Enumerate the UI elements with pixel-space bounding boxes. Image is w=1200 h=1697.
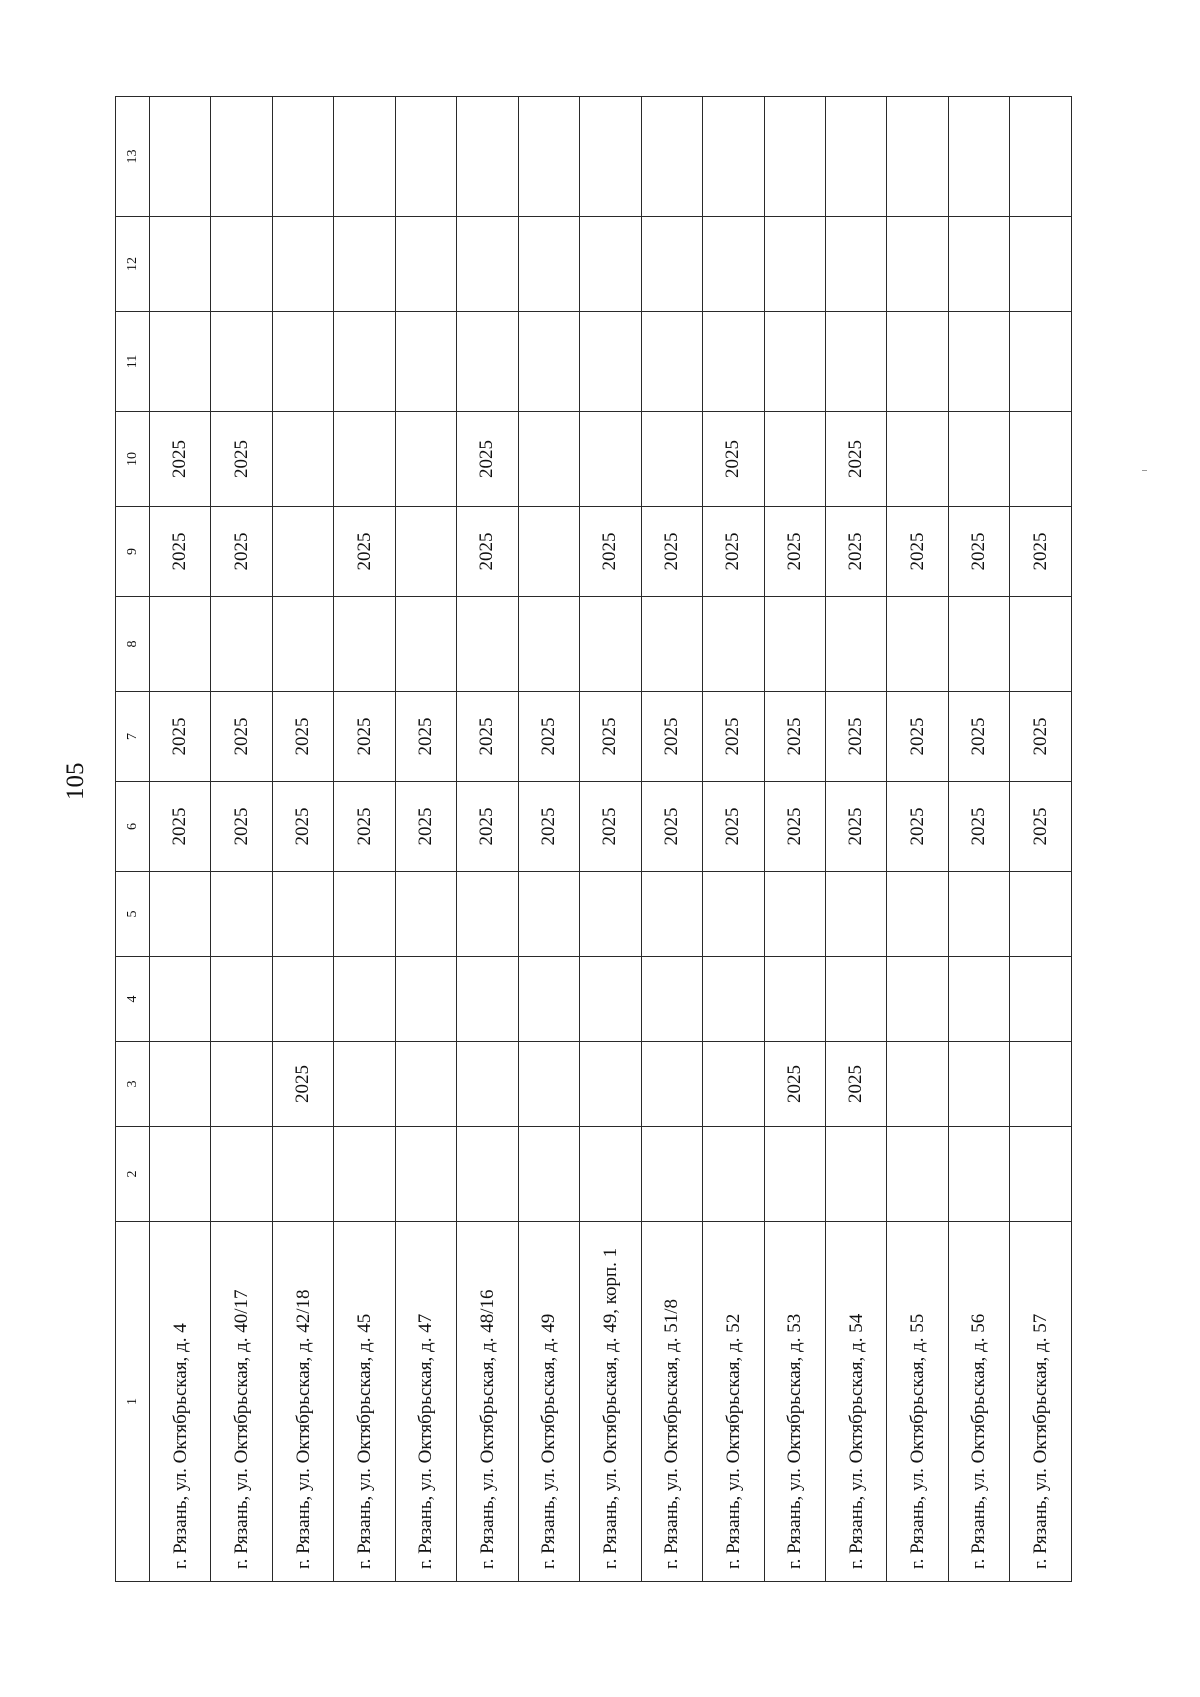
year-cell xyxy=(150,872,211,957)
year-cell xyxy=(703,872,764,957)
table-row xyxy=(211,97,272,1582)
year-cell: 2025 xyxy=(887,692,948,782)
year-cell xyxy=(580,1127,641,1222)
year-cell xyxy=(518,957,579,1042)
table-body xyxy=(150,97,1072,1582)
year-cell: 2025 xyxy=(457,782,518,872)
table-row xyxy=(641,97,702,1582)
year-cell xyxy=(211,1042,272,1127)
year-cell xyxy=(1010,217,1072,312)
year-cell xyxy=(457,597,518,692)
year-cell xyxy=(1010,412,1072,507)
year-cell xyxy=(518,217,579,312)
year-cell xyxy=(518,1042,579,1127)
address-cell: г. Рязань, ул. Октябрьская, д. 42/18 xyxy=(272,1222,333,1582)
year-cell: 2025 xyxy=(703,507,764,597)
year-cell xyxy=(887,312,948,412)
column-header-8: 8 xyxy=(116,597,150,692)
year-cell xyxy=(887,1042,948,1127)
year-cell: 2025 xyxy=(150,507,211,597)
year-cell: 2025 xyxy=(395,692,456,782)
year-cell xyxy=(825,597,886,692)
year-cell xyxy=(580,217,641,312)
year-cell xyxy=(518,1127,579,1222)
year-cell: 2025 xyxy=(211,412,272,507)
schedule-table xyxy=(115,96,1072,1582)
year-cell xyxy=(457,1127,518,1222)
year-cell xyxy=(1010,312,1072,412)
year-cell xyxy=(334,957,395,1042)
year-cell xyxy=(703,597,764,692)
table-row xyxy=(272,97,333,1582)
year-cell: 2025 xyxy=(334,692,395,782)
year-cell: 2025 xyxy=(272,782,333,872)
year-cell: 2025 xyxy=(272,1042,333,1127)
year-cell: 2025 xyxy=(580,507,641,597)
header-row xyxy=(116,97,150,1582)
year-cell xyxy=(518,312,579,412)
year-cell xyxy=(334,97,395,217)
year-cell: 2025 xyxy=(150,412,211,507)
column-header-10: 10 xyxy=(116,412,150,507)
year-cell xyxy=(1010,1042,1072,1127)
table-row xyxy=(334,97,395,1582)
year-cell xyxy=(764,872,825,957)
address-cell: г. Рязань, ул. Октябрьская, д. 57 xyxy=(1010,1222,1072,1582)
address-cell: г. Рязань, ул. Октябрьская, д. 4 xyxy=(150,1222,211,1582)
year-cell xyxy=(703,1042,764,1127)
year-cell: 2025 xyxy=(703,412,764,507)
address-cell: г. Рязань, ул. Октябрьская, д. 56 xyxy=(948,1222,1009,1582)
year-cell xyxy=(1010,1127,1072,1222)
year-cell xyxy=(457,1042,518,1127)
address-cell: г. Рязань, ул. Октябрьская, д. 49, корп. 1 xyxy=(580,1222,641,1582)
address-cell: г. Рязань, ул. Октябрьская, д. 55 xyxy=(887,1222,948,1582)
year-cell xyxy=(457,312,518,412)
year-cell xyxy=(764,1127,825,1222)
table-row xyxy=(887,97,948,1582)
column-header-6: 6 xyxy=(116,782,150,872)
address-cell: г. Рязань, ул. Октябрьская, д. 45 xyxy=(334,1222,395,1582)
address-cell: г. Рязань, ул. Октябрьская, д. 48/16 xyxy=(457,1222,518,1582)
scan-mark xyxy=(1142,470,1147,471)
year-cell: 2025 xyxy=(764,1042,825,1127)
year-cell: 2025 xyxy=(457,412,518,507)
year-cell xyxy=(948,217,1009,312)
year-cell xyxy=(211,597,272,692)
year-cell xyxy=(334,1042,395,1127)
year-cell xyxy=(211,1127,272,1222)
year-cell xyxy=(825,97,886,217)
year-cell: 2025 xyxy=(150,692,211,782)
year-cell xyxy=(395,312,456,412)
year-cell xyxy=(272,312,333,412)
year-cell: 2025 xyxy=(211,692,272,782)
year-cell xyxy=(887,97,948,217)
year-cell: 2025 xyxy=(825,507,886,597)
year-cell xyxy=(457,957,518,1042)
year-cell xyxy=(580,412,641,507)
year-cell: 2025 xyxy=(334,507,395,597)
year-cell: 2025 xyxy=(887,507,948,597)
year-cell: 2025 xyxy=(825,1042,886,1127)
year-cell xyxy=(395,217,456,312)
year-cell xyxy=(764,97,825,217)
year-cell: 2025 xyxy=(887,782,948,872)
year-cell xyxy=(334,872,395,957)
year-cell xyxy=(395,507,456,597)
year-cell xyxy=(518,597,579,692)
year-cell xyxy=(764,312,825,412)
column-header-3: 3 xyxy=(116,1042,150,1127)
address-cell: г. Рязань, ул. Октябрьская, д. 51/8 xyxy=(641,1222,702,1582)
table-row xyxy=(150,97,211,1582)
year-cell: 2025 xyxy=(703,782,764,872)
column-header-2: 2 xyxy=(116,1127,150,1222)
year-cell xyxy=(948,97,1009,217)
year-cell xyxy=(518,507,579,597)
year-cell xyxy=(703,97,764,217)
table-row xyxy=(395,97,456,1582)
year-cell xyxy=(334,217,395,312)
year-cell: 2025 xyxy=(395,782,456,872)
year-cell: 2025 xyxy=(211,782,272,872)
address-cell: г. Рязань, ул. Октябрьская, д. 54 xyxy=(825,1222,886,1582)
table-row xyxy=(1010,97,1072,1582)
year-cell xyxy=(211,97,272,217)
year-cell xyxy=(211,872,272,957)
year-cell xyxy=(764,597,825,692)
year-cell xyxy=(641,1042,702,1127)
year-cell xyxy=(580,597,641,692)
year-cell xyxy=(1010,872,1072,957)
year-cell xyxy=(703,1127,764,1222)
table-row xyxy=(580,97,641,1582)
year-cell xyxy=(641,872,702,957)
year-cell xyxy=(150,597,211,692)
year-cell: 2025 xyxy=(150,782,211,872)
year-cell: 2025 xyxy=(764,782,825,872)
year-cell: 2025 xyxy=(580,782,641,872)
year-cell xyxy=(887,217,948,312)
address-cell: г. Рязань, ул. Октябрьская, д. 49 xyxy=(518,1222,579,1582)
column-header-11: 11 xyxy=(116,312,150,412)
address-cell: г. Рязань, ул. Октябрьская, д. 53 xyxy=(764,1222,825,1582)
year-cell xyxy=(272,597,333,692)
column-header-12: 12 xyxy=(116,217,150,312)
table-row xyxy=(703,97,764,1582)
year-cell xyxy=(580,957,641,1042)
year-cell: 2025 xyxy=(334,782,395,872)
year-cell xyxy=(395,1042,456,1127)
year-cell xyxy=(518,872,579,957)
year-cell xyxy=(272,412,333,507)
year-cell xyxy=(764,957,825,1042)
year-cell xyxy=(703,312,764,412)
year-cell: 2025 xyxy=(1010,507,1072,597)
year-cell xyxy=(395,597,456,692)
year-cell xyxy=(580,312,641,412)
table-row xyxy=(457,97,518,1582)
year-cell xyxy=(272,957,333,1042)
year-cell xyxy=(948,412,1009,507)
year-cell xyxy=(641,97,702,217)
year-cell: 2025 xyxy=(641,507,702,597)
year-cell xyxy=(948,1042,1009,1127)
year-cell xyxy=(272,507,333,597)
year-cell xyxy=(395,1127,456,1222)
year-cell xyxy=(641,312,702,412)
year-cell: 2025 xyxy=(825,692,886,782)
address-cell: г. Рязань, ул. Октябрьская, д. 40/17 xyxy=(211,1222,272,1582)
year-cell xyxy=(948,872,1009,957)
column-header-7: 7 xyxy=(116,692,150,782)
year-cell xyxy=(825,1127,886,1222)
year-cell: 2025 xyxy=(1010,692,1072,782)
year-cell: 2025 xyxy=(580,692,641,782)
year-cell xyxy=(887,957,948,1042)
year-cell: 2025 xyxy=(764,692,825,782)
year-cell: 2025 xyxy=(457,507,518,597)
column-header-9: 9 xyxy=(116,507,150,597)
year-cell xyxy=(457,872,518,957)
year-cell xyxy=(150,217,211,312)
year-cell: 2025 xyxy=(641,692,702,782)
year-cell xyxy=(518,412,579,507)
year-cell xyxy=(272,97,333,217)
year-cell xyxy=(948,312,1009,412)
year-cell xyxy=(948,1127,1009,1222)
page-number: 105 xyxy=(62,762,89,800)
address-cell: г. Рязань, ул. Октябрьская, д. 52 xyxy=(703,1222,764,1582)
year-cell xyxy=(641,1127,702,1222)
column-header-5: 5 xyxy=(116,872,150,957)
year-cell: 2025 xyxy=(825,782,886,872)
table-row xyxy=(825,97,886,1582)
table-row xyxy=(518,97,579,1582)
year-cell xyxy=(764,412,825,507)
year-cell xyxy=(641,957,702,1042)
year-cell xyxy=(334,412,395,507)
year-cell xyxy=(395,957,456,1042)
year-cell xyxy=(825,957,886,1042)
year-cell xyxy=(518,97,579,217)
year-cell xyxy=(641,597,702,692)
year-cell xyxy=(887,872,948,957)
year-cell xyxy=(825,872,886,957)
year-cell xyxy=(764,217,825,312)
column-header-4: 4 xyxy=(116,957,150,1042)
year-cell xyxy=(948,597,1009,692)
year-cell: 2025 xyxy=(518,692,579,782)
year-cell xyxy=(457,97,518,217)
year-cell: 2025 xyxy=(948,782,1009,872)
year-cell xyxy=(272,1127,333,1222)
year-cell xyxy=(948,957,1009,1042)
year-cell xyxy=(825,312,886,412)
year-cell xyxy=(150,957,211,1042)
year-cell: 2025 xyxy=(457,692,518,782)
year-cell xyxy=(641,412,702,507)
year-cell: 2025 xyxy=(703,692,764,782)
year-cell xyxy=(641,217,702,312)
rotated-table-container xyxy=(115,97,1072,1582)
year-cell xyxy=(211,217,272,312)
year-cell xyxy=(334,597,395,692)
year-cell xyxy=(150,1127,211,1222)
table-row xyxy=(764,97,825,1582)
year-cell xyxy=(211,312,272,412)
year-cell: 2025 xyxy=(825,412,886,507)
column-header-13: 13 xyxy=(116,97,150,217)
year-cell xyxy=(580,872,641,957)
year-cell xyxy=(150,1042,211,1127)
year-cell xyxy=(395,412,456,507)
year-cell: 2025 xyxy=(764,507,825,597)
year-cell xyxy=(211,957,272,1042)
year-cell xyxy=(150,97,211,217)
year-cell: 2025 xyxy=(1010,782,1072,872)
year-cell xyxy=(580,97,641,217)
year-cell: 2025 xyxy=(272,692,333,782)
year-cell: 2025 xyxy=(641,782,702,872)
year-cell xyxy=(887,1127,948,1222)
year-cell xyxy=(334,312,395,412)
year-cell: 2025 xyxy=(948,692,1009,782)
year-cell: 2025 xyxy=(518,782,579,872)
year-cell xyxy=(580,1042,641,1127)
year-cell xyxy=(887,412,948,507)
year-cell: 2025 xyxy=(211,507,272,597)
year-cell xyxy=(1010,97,1072,217)
year-cell xyxy=(395,872,456,957)
column-header-1: 1 xyxy=(116,1222,150,1582)
year-cell xyxy=(272,872,333,957)
year-cell xyxy=(887,597,948,692)
year-cell xyxy=(457,217,518,312)
year-cell: 2025 xyxy=(948,507,1009,597)
year-cell xyxy=(150,312,211,412)
year-cell xyxy=(703,217,764,312)
year-cell xyxy=(395,97,456,217)
year-cell xyxy=(1010,957,1072,1042)
address-cell: г. Рязань, ул. Октябрьская, д. 47 xyxy=(395,1222,456,1582)
year-cell xyxy=(334,1127,395,1222)
year-cell xyxy=(1010,597,1072,692)
year-cell xyxy=(825,217,886,312)
year-cell xyxy=(272,217,333,312)
table-row xyxy=(948,97,1009,1582)
year-cell xyxy=(703,957,764,1042)
